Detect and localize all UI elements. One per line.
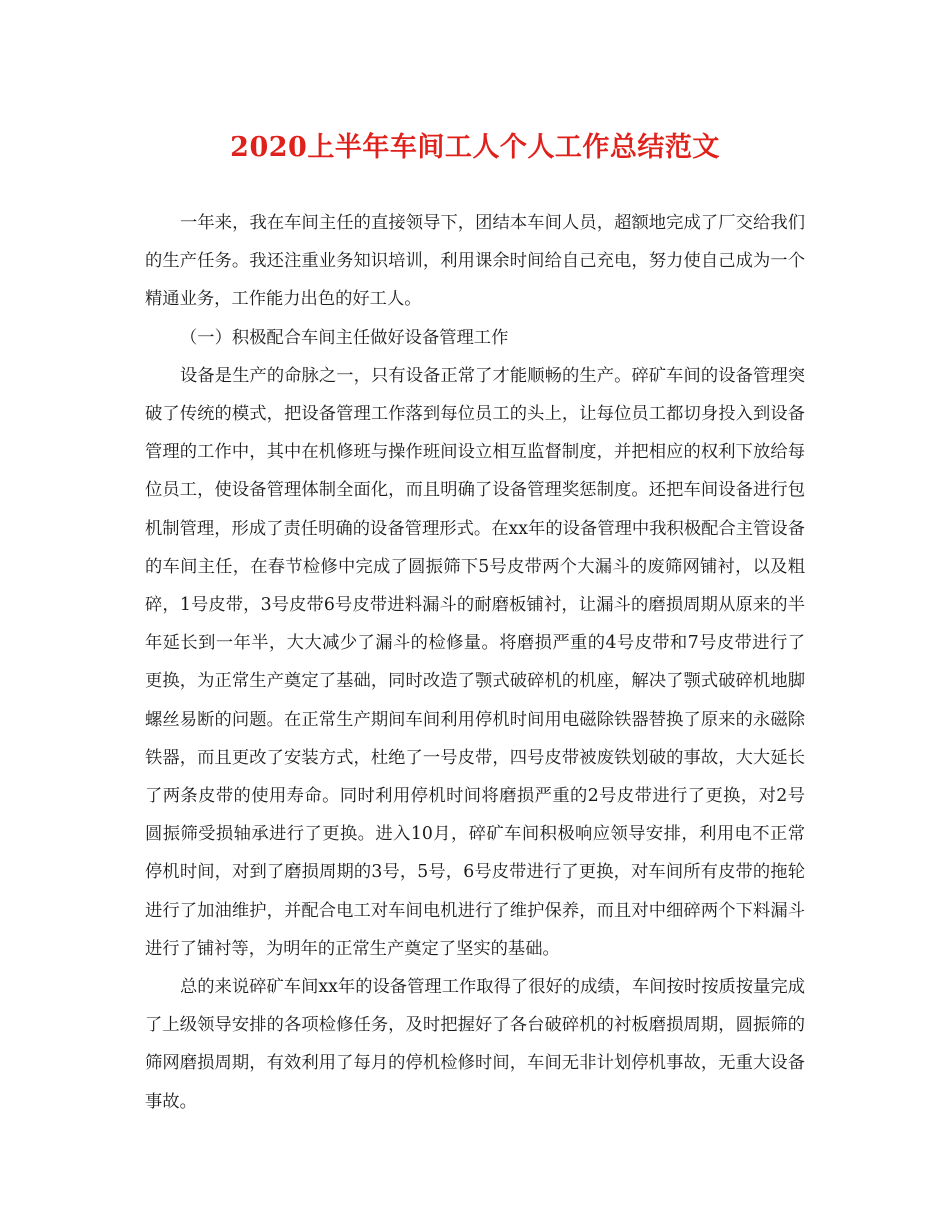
paragraph-equipment-management: 设备是生产的命脉之一，只有设备正常了才能顺畅的生产。碎矿车间的设备管理突破了传统的模式，把设备管理工作落到每位员工的头上，让每位员工都切身投入到设备管理的工作中，其中在机修班与操作班间设立相互监督制度，并把相应的权利下放给每位员工，使设备管理体制全面化，而且明确了设备管理奖惩制度。还把车间设备进行包机制管理，形成了责任明确的设备管理形式。在xx年的设备管理中我积极配合主管设备的车间主任，在春节检修中完成了圆振筛下5号皮带两个大漏斗的废筛网铺衬，以及粗碎，1号皮带，3号皮带6号皮带进料漏斗的耐磨板铺衬，让漏斗的磨损周期从原来的半年延长到一年半，大大减少了漏斗的检修量。将磨损严重的4号皮带和7号皮带进行了更换，为正常生产奠定了基础，同时改造了颚式破碎机的机座，解决了颚式破碎机地脚螺丝易断的问题。在正常生产期间车间利用停机时间用电磁除铁器替换了原来的永磁除铁器，而且更改了安装方式，杜绝了一号皮带，四号皮带被废铁划破的事故，大大延长了两条皮带的使用寿命。同时利用停机时间将磨损严重的2号皮带进行了更换，对2号圆振筛受损轴承进行了更换。进入10月，碎矿车间积极响应领导安排，利用电不正常停机时间，对到了磨损周期的3号，5号，6号皮带进行了更换，对车间所有皮带的拖轮进行了加油维护，并配合电工对车间电机进行了维护保养，而且对中细碎两个下料漏斗进行了铺衬等，为明年的正常生产奠定了坚实的基础。 (145, 365, 805, 959)
document-body (145, 204, 805, 1121)
section-heading: （一）积极配合车间主任做好设备管理工作 (180, 327, 509, 348)
paragraph-intro: 一年来，我在车间主任的直接领导下，团结本车间人员，超额地完成了厂交给我们的生产任务。我还注重业务知识培训，利用课余时间给自己充电，努力使自己成为一个精通业务，工作能力出色的好工人。 (145, 213, 805, 310)
document-title: 2020上半年车间工人个人工作总结范文 (230, 132, 720, 163)
paragraph-summary: 总的来说碎矿车间xx年的设备管理工作取得了很好的成绩，车间按时按质按量完成了上级领导安排的各项检修任务，及时把握好了各台破碎机的衬板磨损周期，圆振筛的筛网磨损周期，有效利用了每月的停机检修时间，车间无非计划停机事故，无重大设备事故。 (145, 977, 805, 1112)
